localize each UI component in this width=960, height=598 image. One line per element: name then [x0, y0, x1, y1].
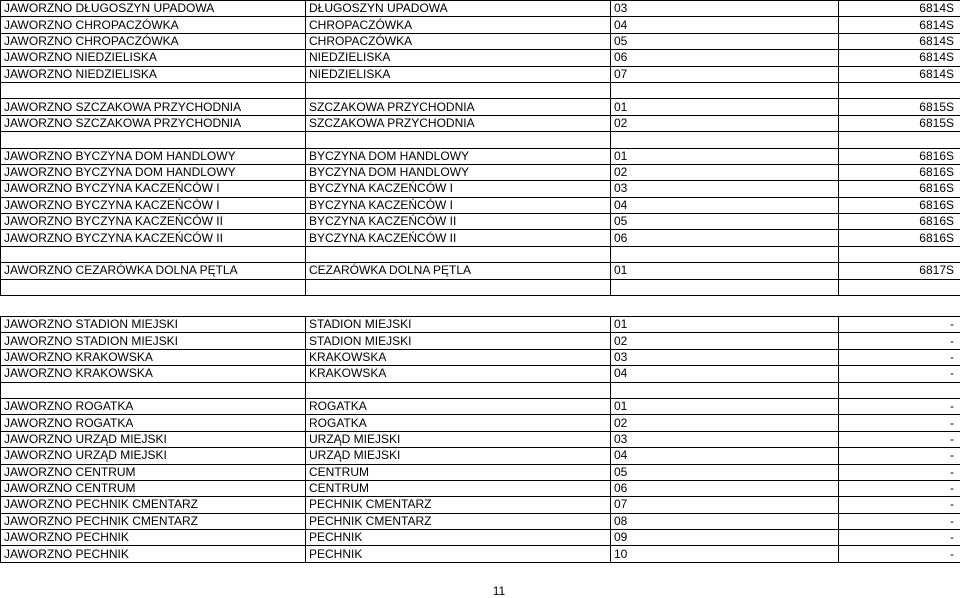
route-name-cell: JAWORZNO BYCZYNA DOM HANDLOWY	[1, 164, 306, 180]
stop-code-cell: 6814S	[839, 1, 960, 17]
stop-code-cell: 6816S	[839, 214, 960, 230]
route-name-cell: JAWORZNO CENTRUM	[1, 464, 306, 480]
table-row	[1, 415, 960, 431]
stop-code-cell	[839, 382, 960, 398]
route-name-cell: JAWORZNO ROGATKA	[1, 398, 306, 414]
stops-table-bottom	[0, 316, 960, 563]
stops-table-top-body	[1, 1, 960, 296]
stop-name-cell: KRAKOWSKA	[306, 366, 611, 382]
stop-name-cell: BYCZYNA DOM HANDLOWY	[306, 164, 611, 180]
stop-number-cell: 04	[611, 197, 839, 213]
stop-name-cell: NIEDZIELISKA	[306, 50, 611, 66]
route-name-cell	[1, 132, 306, 148]
stop-number-cell: 01	[611, 148, 839, 164]
stop-name-cell: BYCZYNA KACZEŃCÓW II	[306, 214, 611, 230]
stop-number-cell: 02	[611, 164, 839, 180]
stop-number-cell: 07	[611, 497, 839, 513]
stop-name-cell: BYCZYNA KACZEŃCÓW I	[306, 181, 611, 197]
stop-number-cell: 02	[611, 333, 839, 349]
table-row	[1, 1, 960, 17]
stop-number-cell: 07	[611, 66, 839, 82]
stop-name-cell: BYCZYNA DOM HANDLOWY	[306, 148, 611, 164]
stops-table-top	[0, 0, 960, 296]
route-name-cell: JAWORZNO BYCZYNA KACZEŃCÓW I	[1, 197, 306, 213]
route-name-cell: JAWORZNO DŁUGOSZYN UPADOWA	[1, 1, 306, 17]
stop-number-cell: 04	[611, 448, 839, 464]
table-row	[1, 33, 960, 49]
stop-name-cell: URZĄD MIEJSKI	[306, 431, 611, 447]
table-row	[1, 263, 960, 279]
table-row	[1, 317, 960, 333]
table-row	[1, 82, 960, 98]
table-row	[1, 513, 960, 529]
route-name-cell: JAWORZNO PECHNIK	[1, 530, 306, 546]
stop-number-cell: 01	[611, 398, 839, 414]
stop-name-cell: BYCZYNA KACZEŃCÓW I	[306, 197, 611, 213]
table-row	[1, 66, 960, 82]
route-name-cell	[1, 382, 306, 398]
stop-name-cell: ROGATKA	[306, 415, 611, 431]
stop-code-cell	[839, 82, 960, 98]
table-row	[1, 214, 960, 230]
stop-number-cell: 03	[611, 349, 839, 365]
stop-number-cell: 01	[611, 99, 839, 115]
stop-name-cell	[306, 82, 611, 98]
stop-code-cell: 6816S	[839, 181, 960, 197]
route-name-cell: JAWORZNO PECHNIK CMENTARZ	[1, 497, 306, 513]
stop-number-cell: 06	[611, 480, 839, 496]
route-name-cell: JAWORZNO BYCZYNA KACZEŃCÓW II	[1, 230, 306, 246]
route-name-cell	[1, 246, 306, 262]
stop-code-cell: -	[839, 448, 960, 464]
stop-name-cell: KRAKOWSKA	[306, 349, 611, 365]
table-row	[1, 181, 960, 197]
table-row	[1, 279, 960, 295]
stop-number-cell: 04	[611, 17, 839, 33]
table-row	[1, 530, 960, 546]
route-name-cell: JAWORZNO BYCZYNA DOM HANDLOWY	[1, 148, 306, 164]
route-name-cell: JAWORZNO ROGATKA	[1, 415, 306, 431]
table-row	[1, 246, 960, 262]
stop-code-cell: -	[839, 513, 960, 529]
stop-name-cell: DŁUGOSZYN UPADOWA	[306, 1, 611, 17]
table-row	[1, 382, 960, 398]
route-name-cell	[1, 279, 306, 295]
stop-name-cell: PECHNIK	[306, 546, 611, 562]
stop-number-cell	[611, 246, 839, 262]
table-row	[1, 546, 960, 562]
table-row	[1, 398, 960, 414]
stop-code-cell: -	[839, 431, 960, 447]
stop-code-cell: -	[839, 333, 960, 349]
stop-code-cell	[839, 132, 960, 148]
route-name-cell: JAWORZNO NIEDZIELISKA	[1, 50, 306, 66]
route-name-cell: JAWORZNO SZCZAKOWA PRZYCHODNIA	[1, 99, 306, 115]
stop-code-cell: -	[839, 480, 960, 496]
stop-code-cell: -	[839, 530, 960, 546]
stop-code-cell: 6816S	[839, 164, 960, 180]
stop-number-cell: 05	[611, 33, 839, 49]
table-row	[1, 497, 960, 513]
stop-number-cell: 01	[611, 317, 839, 333]
stop-number-cell	[611, 82, 839, 98]
stop-code-cell: -	[839, 464, 960, 480]
table-row	[1, 448, 960, 464]
stop-number-cell: 01	[611, 263, 839, 279]
stop-number-cell: 06	[611, 230, 839, 246]
stop-name-cell	[306, 279, 611, 295]
stop-name-cell: CHROPACZÓWKA	[306, 33, 611, 49]
stop-code-cell	[839, 279, 960, 295]
stop-number-cell: 10	[611, 546, 839, 562]
route-name-cell: JAWORZNO BYCZYNA KACZEŃCÓW II	[1, 214, 306, 230]
stop-code-cell: -	[839, 366, 960, 382]
stop-code-cell: 6814S	[839, 66, 960, 82]
stop-code-cell: 6814S	[839, 33, 960, 49]
stop-number-cell: 09	[611, 530, 839, 546]
stop-code-cell: 6816S	[839, 197, 960, 213]
stop-code-cell: -	[839, 497, 960, 513]
table-row	[1, 366, 960, 382]
table-row	[1, 464, 960, 480]
stop-name-cell: CHROPACZÓWKA	[306, 17, 611, 33]
stop-name-cell: SZCZAKOWA PRZYCHODNIA	[306, 99, 611, 115]
route-name-cell: JAWORZNO NIEDZIELISKA	[1, 66, 306, 82]
stop-name-cell: BYCZYNA KACZEŃCÓW II	[306, 230, 611, 246]
stop-number-cell: 08	[611, 513, 839, 529]
stop-number-cell: 03	[611, 431, 839, 447]
table-row	[1, 197, 960, 213]
stop-number-cell: 03	[611, 1, 839, 17]
stop-code-cell: 6814S	[839, 50, 960, 66]
stop-code-cell: -	[839, 546, 960, 562]
stop-name-cell: SZCZAKOWA PRZYCHODNIA	[306, 115, 611, 131]
table-row	[1, 480, 960, 496]
route-name-cell: JAWORZNO SZCZAKOWA PRZYCHODNIA	[1, 115, 306, 131]
route-name-cell: JAWORZNO KRAKOWSKA	[1, 349, 306, 365]
stop-name-cell	[306, 246, 611, 262]
stop-name-cell: NIEDZIELISKA	[306, 66, 611, 82]
route-name-cell: JAWORZNO BYCZYNA KACZEŃCÓW I	[1, 181, 306, 197]
stop-number-cell: 04	[611, 366, 839, 382]
stop-name-cell: CEZARÓWKA DOLNA PĘTLA	[306, 263, 611, 279]
stop-name-cell: STADION MIEJSKI	[306, 317, 611, 333]
stop-code-cell: -	[839, 398, 960, 414]
stop-code-cell: 6815S	[839, 115, 960, 131]
stop-name-cell: ROGATKA	[306, 398, 611, 414]
stop-number-cell: 05	[611, 214, 839, 230]
page-number: 11	[492, 584, 506, 598]
stop-code-cell: 6815S	[839, 99, 960, 115]
stop-code-cell	[839, 246, 960, 262]
table-row	[1, 17, 960, 33]
table-row	[1, 333, 960, 349]
route-name-cell: JAWORZNO PECHNIK CMENTARZ	[1, 513, 306, 529]
stop-name-cell	[306, 382, 611, 398]
stop-code-cell: 6816S	[839, 230, 960, 246]
stop-number-cell	[611, 279, 839, 295]
stop-number-cell: 02	[611, 115, 839, 131]
table-row	[1, 431, 960, 447]
route-name-cell: JAWORZNO URZĄD MIEJSKI	[1, 448, 306, 464]
table-row	[1, 349, 960, 365]
stop-code-cell: 6814S	[839, 17, 960, 33]
route-name-cell: JAWORZNO CHROPACZÓWKA	[1, 33, 306, 49]
stop-name-cell: CENTRUM	[306, 480, 611, 496]
table-row	[1, 164, 960, 180]
stop-number-cell: 05	[611, 464, 839, 480]
table-row	[1, 148, 960, 164]
stop-name-cell: URZĄD MIEJSKI	[306, 448, 611, 464]
table-row	[1, 230, 960, 246]
stops-table-bottom-body	[1, 317, 960, 563]
stop-name-cell: PECHNIK CMENTARZ	[306, 513, 611, 529]
stop-name-cell: STADION MIEJSKI	[306, 333, 611, 349]
stop-code-cell: 6816S	[839, 148, 960, 164]
stop-name-cell	[306, 132, 611, 148]
stop-code-cell: -	[839, 317, 960, 333]
stop-number-cell: 02	[611, 415, 839, 431]
stop-number-cell: 03	[611, 181, 839, 197]
stop-code-cell: 6817S	[839, 263, 960, 279]
route-name-cell: JAWORZNO PECHNIK	[1, 546, 306, 562]
stop-number-cell	[611, 132, 839, 148]
stop-number-cell: 06	[611, 50, 839, 66]
route-name-cell: JAWORZNO URZĄD MIEJSKI	[1, 431, 306, 447]
stop-number-cell	[611, 382, 839, 398]
table-row	[1, 115, 960, 131]
route-name-cell: JAWORZNO CENTRUM	[1, 480, 306, 496]
route-name-cell: JAWORZNO CHROPACZÓWKA	[1, 17, 306, 33]
route-name-cell	[1, 82, 306, 98]
stop-name-cell: PECHNIK CMENTARZ	[306, 497, 611, 513]
stop-code-cell: -	[839, 349, 960, 365]
stop-name-cell: CENTRUM	[306, 464, 611, 480]
route-name-cell: JAWORZNO STADION MIEJSKI	[1, 333, 306, 349]
stop-code-cell: -	[839, 415, 960, 431]
route-name-cell: JAWORZNO KRAKOWSKA	[1, 366, 306, 382]
table-row	[1, 132, 960, 148]
route-name-cell: JAWORZNO CEZARÓWKA DOLNA PĘTLA	[1, 263, 306, 279]
table-row	[1, 50, 960, 66]
route-name-cell: JAWORZNO STADION MIEJSKI	[1, 317, 306, 333]
stop-name-cell: PECHNIK	[306, 530, 611, 546]
table-row	[1, 99, 960, 115]
